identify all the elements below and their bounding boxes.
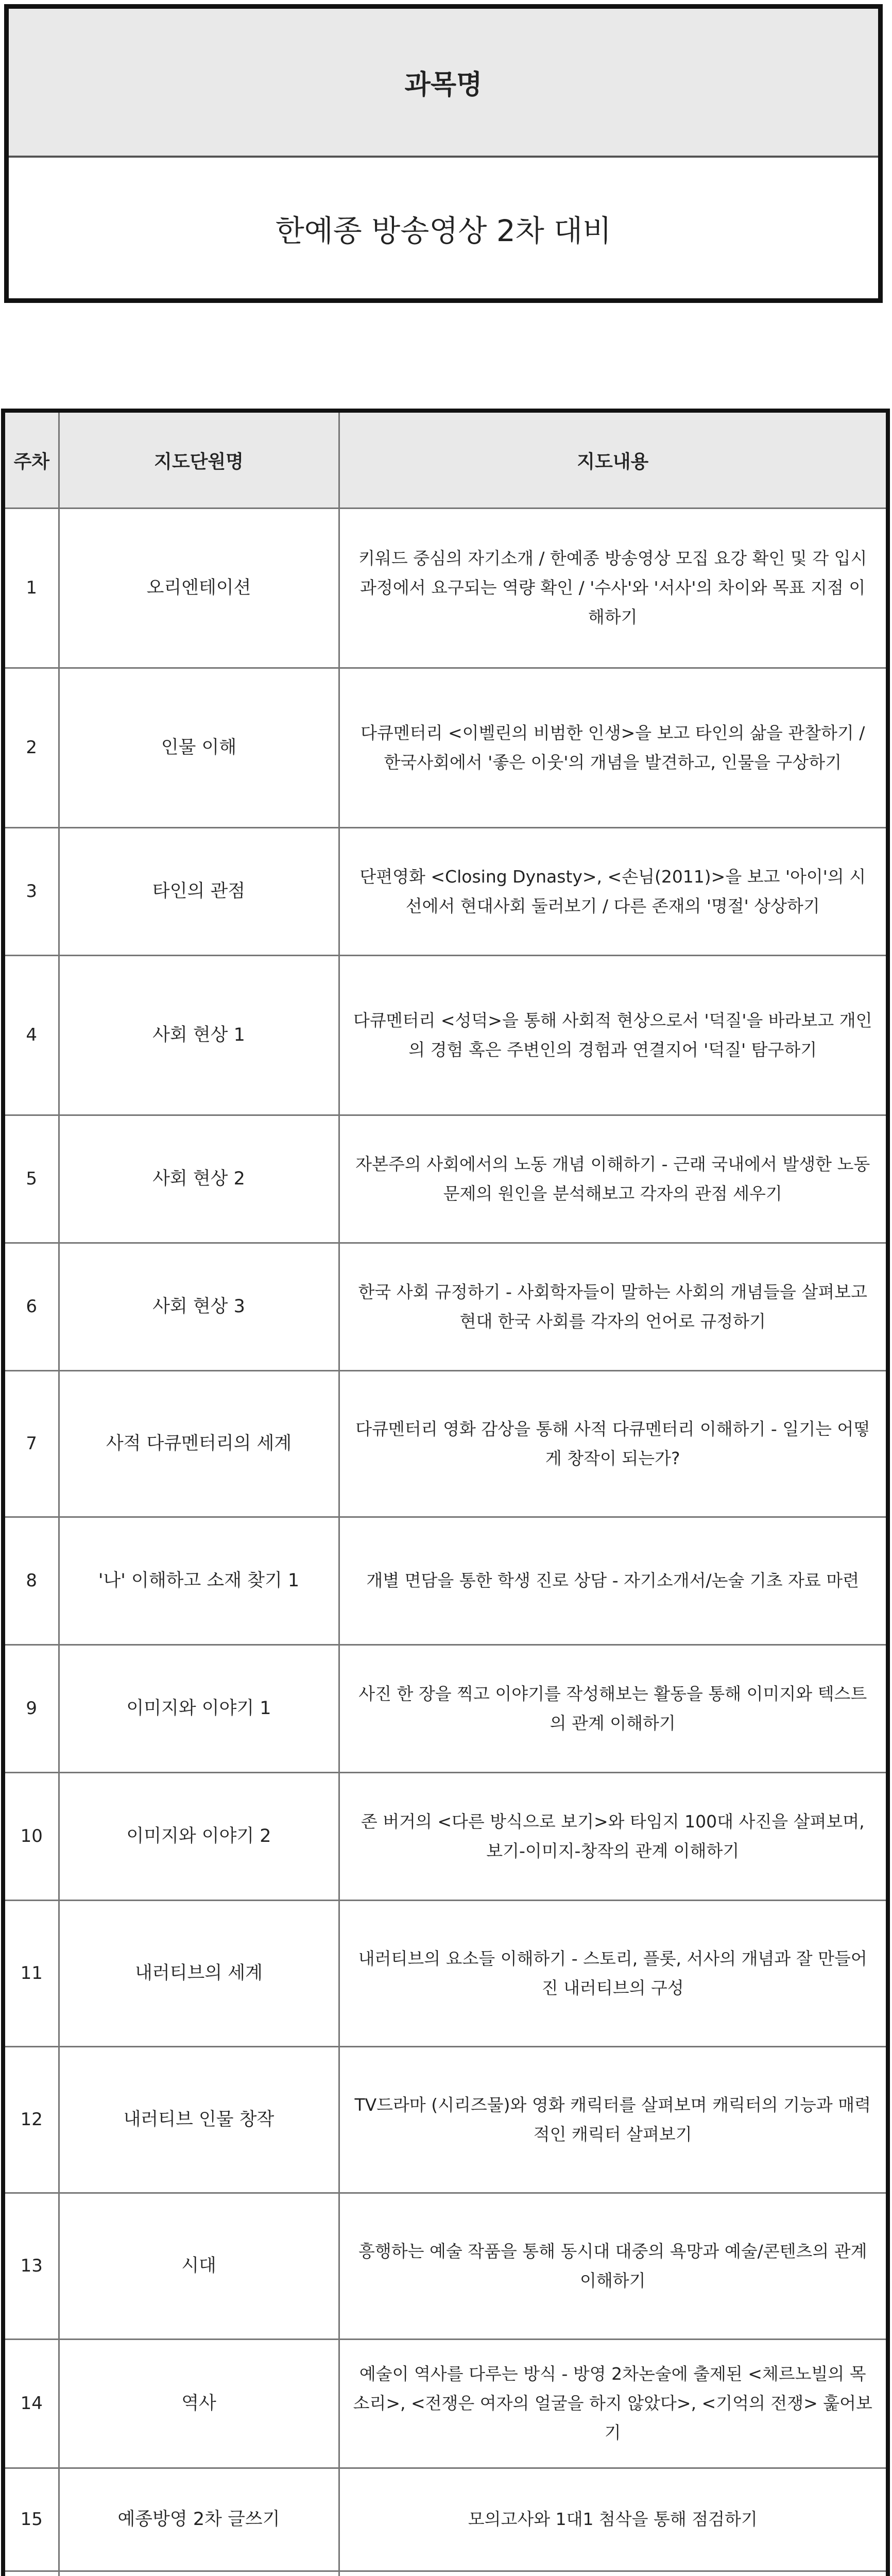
week-cell: 10 <box>5 1773 59 1901</box>
content-cell: 단편영화 <Closing Dynasty>, <손님(2011)>을 보고 '아이'의 시선에서 현대사회 둘러보기 / 다른 존재의 '명절' 상상하기 <box>339 828 886 956</box>
week-cell: 11 <box>5 1901 59 2047</box>
unit-cell: 예종방영 2차 글쓰기 <box>59 2468 339 2571</box>
unit-cell: '나' 이해하고 소재 찾기 1 <box>59 1517 339 1645</box>
table-row <box>5 1115 886 1243</box>
unit-cell: 이미지와 이야기 1 <box>59 1645 339 1773</box>
week-cell: 5 <box>5 1115 59 1243</box>
subject-box <box>4 4 883 303</box>
table-row <box>5 2193 886 2340</box>
unit-cell: 사회 현상 1 <box>59 956 339 1115</box>
unit-cell: 내러티브의 세계 <box>59 1901 339 2047</box>
week-cell: 7 <box>5 1371 59 1517</box>
curriculum-table <box>1 409 890 2576</box>
unit-cell: 타인의 관점 <box>59 828 339 956</box>
unit-cell: 시대 <box>59 2193 339 2340</box>
unit-cell: 오리엔테이션 <box>59 509 339 668</box>
unit-cell: 역사 <box>59 2340 339 2468</box>
table-row <box>5 1243 886 1371</box>
week-column-header: 주차 <box>5 413 59 509</box>
content-cell: 다큐멘터리 영화 감상을 통해 사적 다큐멘터리 이해하기 - 일기는 어떻게 창작이 되는가? <box>339 1371 886 1517</box>
week-cell: 8 <box>5 1517 59 1645</box>
table-row <box>5 509 886 668</box>
content-cell: 흥행하는 예술 작품을 통해 동시대 대중의 욕망과 예술/콘텐츠의 관계 이해하기 <box>339 2193 886 2340</box>
content-cell: 예술이 역사를 다루는 방식 - 방영 2차논술에 출제된 <체르노빌의 목소리>, <전쟁은 여자의 얼굴을 하지 않았다>, <기억의 전쟁> 훑어보기 <box>339 2340 886 2468</box>
week-cell: 2 <box>5 668 59 828</box>
table-row <box>5 1517 886 1645</box>
week-cell: 3 <box>5 828 59 956</box>
content-cell: 개별 면담을 통한 학생 진로 상담 - 자기소개서/논술 기초 자료 마련 <box>339 1517 886 1645</box>
table-row <box>5 1901 886 2047</box>
subject-header: 과목명 <box>9 9 878 158</box>
content-cell: 다큐멘터리 <이벨린의 비범한 인생>을 보고 타인의 삶을 관찰하기 / 한국사회에서 '좋은 이웃'의 개념을 발견하고, 인물을 구상하기 <box>339 668 886 828</box>
table-row <box>5 2468 886 2571</box>
content-cell: 자본주의 사회에서의 노동 개념 이해하기 - 근래 국내에서 발생한 노동 문제의 원인을 분석해보고 각자의 관점 세우기 <box>339 1115 886 1243</box>
content-cell: TV드라마 (시리즈물)와 영화 캐릭터를 살펴보며 캐릭터의 기능과 매력적인 캐릭터 살펴보기 <box>339 2047 886 2193</box>
content-cell: 키워드 중심의 자기소개 / 한예종 방송영상 모집 요강 확인 및 각 입시 과정에서 요구되는 역량 확인 / '수사'와 '서사'의 차이와 목표 지점 이해하기 <box>339 509 886 668</box>
content-column-header: 지도내용 <box>339 413 886 509</box>
week-cell: 13 <box>5 2193 59 2340</box>
table-row <box>5 2340 886 2468</box>
table-header-row <box>5 413 886 509</box>
table-row <box>5 1645 886 1773</box>
week-cell: 12 <box>5 2047 59 2193</box>
content-cell: 존 버거의 <다른 방식으로 보기>와 타임지 100대 사진을 살펴보며, 보기-이미지-창작의 관계 이해하기 <box>339 1773 886 1901</box>
table-row <box>5 1371 886 1517</box>
content-cell: 사진 한 장을 찍고 이야기를 작성해보는 활동을 통해 이미지와 텍스트의 관계 이해하기 <box>339 1645 886 1773</box>
week-cell: 4 <box>5 956 59 1115</box>
content-cell <box>339 2571 886 2576</box>
unit-cell: 인물 이해 <box>59 668 339 828</box>
week-cell: 9 <box>5 1645 59 1773</box>
unit-cell: 사회 현상 3 <box>59 1243 339 1371</box>
table-row <box>5 2047 886 2193</box>
table-row <box>5 668 886 828</box>
subject-value: 한예종 방송영상 2차 대비 <box>275 213 612 248</box>
week-cell: 15 <box>5 2468 59 2571</box>
week-cell <box>5 2571 59 2576</box>
week-cell: 1 <box>5 509 59 668</box>
unit-cell: 이미지와 이야기 2 <box>59 1773 339 1901</box>
unit-cell <box>59 2571 339 2576</box>
unit-cell: 사적 다큐멘터리의 세계 <box>59 1371 339 1517</box>
content-cell: 내러티브의 요소들 이해하기 - 스토리, 플롯, 서사의 개념과 잘 만들어진 내러티브의 구성 <box>339 1901 886 2047</box>
unit-cell: 내러티브 인물 창작 <box>59 2047 339 2193</box>
unit-cell: 사회 현상 2 <box>59 1115 339 1243</box>
table-row <box>5 956 886 1115</box>
content-cell: 다큐멘터리 <성덕>을 통해 사회적 현상으로서 '덕질'을 바라보고 개인의 경험 혹은 주변인의 경험과 연결지어 '덕질' 탐구하기 <box>339 956 886 1115</box>
content-cell: 한국 사회 규정하기 - 사회학자들이 말하는 사회의 개념들을 살펴보고 현대 한국 사회를 각자의 언어로 규정하기 <box>339 1243 886 1371</box>
table-row <box>5 2571 886 2576</box>
unit-column-header: 지도단원명 <box>59 413 339 509</box>
week-cell: 14 <box>5 2340 59 2468</box>
table-row <box>5 828 886 956</box>
content-cell: 모의고사와 1대1 첨삭을 통해 점검하기 <box>339 2468 886 2571</box>
week-cell: 6 <box>5 1243 59 1371</box>
table-row <box>5 1773 886 1901</box>
